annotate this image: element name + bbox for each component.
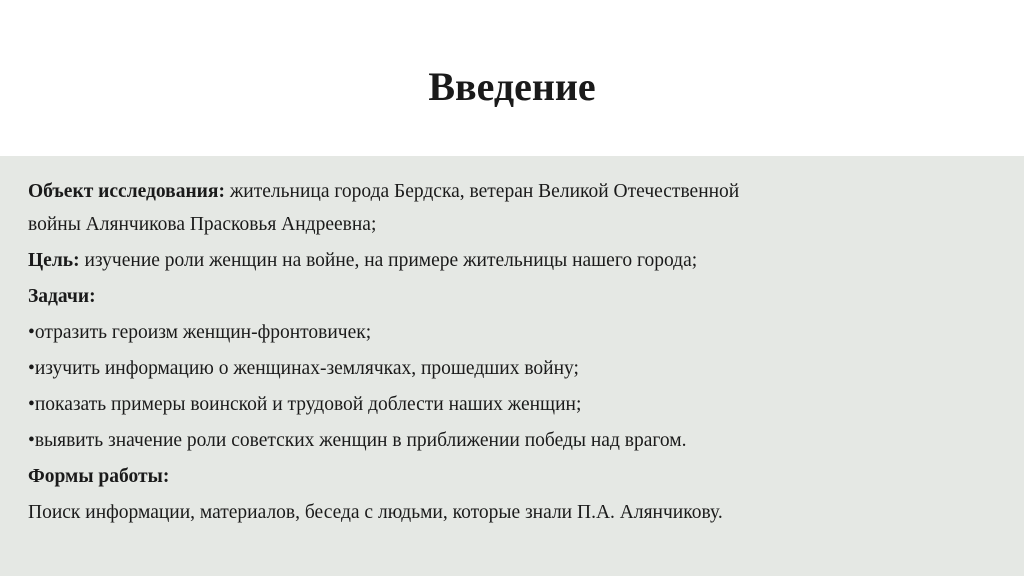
tasks-label: Задачи: bbox=[28, 286, 96, 307]
content-text bbox=[28, 176, 928, 531]
title-area bbox=[0, 0, 1024, 156]
object-paragraph bbox=[28, 176, 928, 207]
slide-title: Введение bbox=[428, 64, 596, 109]
task-item-2: •изучить информацию о женщинах-землячках, прошедших войну; bbox=[28, 358, 579, 379]
goal-text: изучение роли женщин на войне, на примере жительницы нашего города; bbox=[79, 250, 698, 271]
object-text-line2: войны Алянчикова Прасковья Андреевна; bbox=[28, 214, 377, 235]
content-panel bbox=[0, 156, 1024, 576]
task-item-1: •отразить героизм женщин-фронтовичек; bbox=[28, 322, 372, 343]
task-item-3: •показать примеры воинской и трудовой доблести наших женщин; bbox=[28, 394, 582, 415]
goal-paragraph bbox=[28, 243, 928, 279]
goal-label: Цель: bbox=[28, 250, 80, 271]
object-text-line1: жительница города Бердска, ветеран Великой Отечественной bbox=[224, 181, 740, 202]
forms-label: Формы работы: bbox=[28, 466, 170, 487]
forms-text: Поиск информации, материалов, беседа с людьми, которые знали П.А. Алянчикову. bbox=[28, 502, 723, 523]
object-label: Объект исследования: bbox=[28, 181, 225, 202]
task-item-4: •выявить значение роли советских женщин в приближении победы над врагом. bbox=[28, 430, 687, 451]
